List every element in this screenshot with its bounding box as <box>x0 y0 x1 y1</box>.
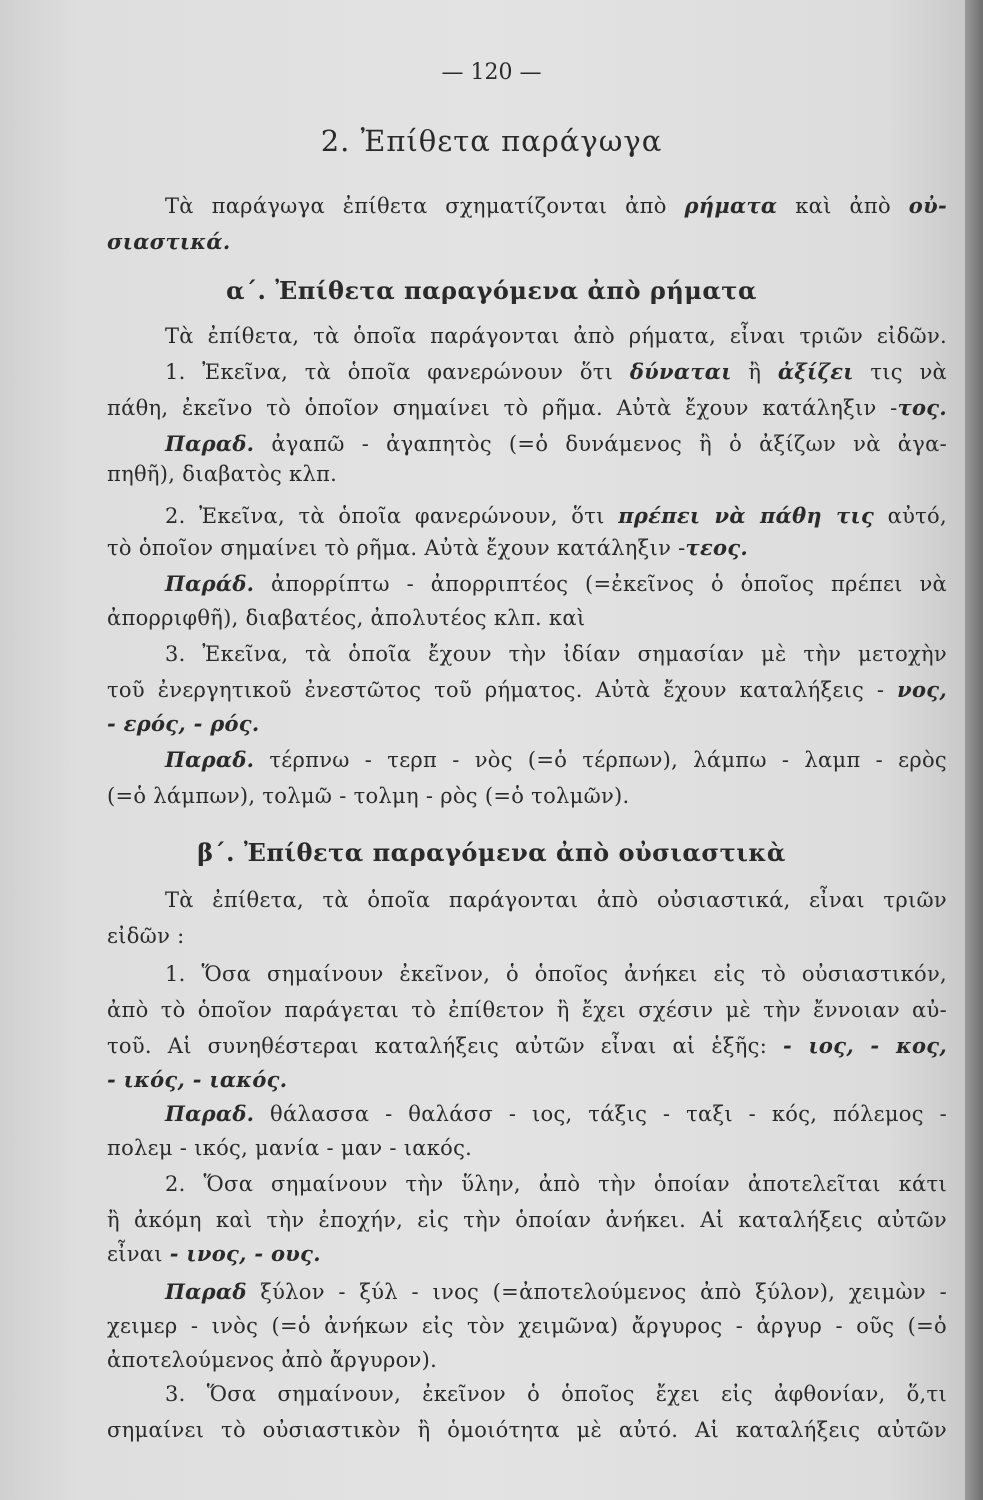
paragraph-line: 1. Ὅσα σημαίνουν ἐκεῖνον, ὁ ὁποῖος ἀνήκει εἰς τὸ οὐσιαστικόν, <box>165 962 947 986</box>
paragraph-line: 2. Ὅσα σημαίνουν τὴν ὕλην, ἀπὸ τὴν ὁποίαν ἀποτελεῖται κάτι <box>165 1172 947 1196</box>
paragraph-line: τοῦ. Αἱ συνηθέστεραι καταλήξεις αὐτῶν εἶναι αἱ ἑξῆς: - ιος, - κος, <box>107 1033 947 1058</box>
paragraph-line: - ικός, - ιακός. <box>107 1067 288 1092</box>
paragraph-line: Παραδ. τέρπνω - τερπ - νὸς (=ὁ τέρπων), λάμπω - λαμπ - ερὸς <box>165 747 947 772</box>
paragraph-line: Τὰ ἐπίθετα, τὰ ὁποῖα παράγονται ἀπὸ ρήματα, εἶναι τριῶν εἰδῶν. <box>165 324 947 348</box>
paragraph-line: ἀποτελούμενος ἀπὸ ἄργυρον). <box>107 1348 438 1372</box>
paragraph-line: σημαίνει τὸ οὐσιαστικὸν ἢ ὁμοιότητα μὲ αὐτό. Αἱ καταλήξεις αὐτῶν <box>107 1418 947 1442</box>
page-number: — 120 — <box>441 60 542 85</box>
section-b-title: β΄. Ἐπίθετα παραγόμενα ἀπὸ οὐσιαστικὰ <box>197 838 786 867</box>
paragraph-line: τὸ ὁποῖον σημαίνει τὸ ρῆμα. Αὐτὰ ἔχουν κατάληξιν -τεος. <box>107 535 749 560</box>
paragraph-line: 2. Ἐκεῖνα, τὰ ὁποῖα φανερώνουν, ὅτι πρέπει νὰ πάθη τις αὐτό, <box>165 503 947 528</box>
paragraph-line: ἀπορριφθῆ), διαβατέος, ἀπολυτέος κλπ. καὶ <box>107 606 586 630</box>
page-edge <box>965 0 983 1500</box>
paragraph-line: 3. Ἐκεῖνα, τὰ ὁποῖα ἔχουν τὴν ἰδίαν σημασίαν μὲ τὴν μετοχὴν <box>165 642 947 666</box>
paragraph-line: 1. Ἐκεῖνα, τὰ ὁποῖα φανερώνουν ὅτι δύναται ἢ ἀξίζει τις νὰ <box>165 359 948 384</box>
paragraph-line: ἀπὸ τὸ ὁποῖον παράγεται τὸ ἐπίθετον ἢ ἔχει σχέσιν μὲ τὴν ἔννοιαν αὐ- <box>107 998 947 1022</box>
paragraph-line: Παράδ. ἀπορρίπτω - ἀπορριπτέος (=ἐκεῖνος ὁ ὁποῖος πρέπει νὰ <box>165 571 947 596</box>
paragraph-line: εἰδῶν : <box>107 924 185 948</box>
paragraph-line: πάθη, ἐκεῖνο τὸ ὁποῖον σημαίνει τὸ ρῆμα. Αὐτὰ ἔχουν κατάληξιν -τος. <box>107 395 947 420</box>
paragraph-line: Παραδ. θάλασσα - θαλάσσ - ιος, τάξις - ταξι - κός, πόλεμος - <box>165 1101 947 1126</box>
intro-line-1: Τὰ παράγωγα ἐπίθετα σχηματίζονται ἀπὸ ρήματα καὶ ἀπὸ οὐ- <box>165 193 947 218</box>
paragraph-line: (=ὁ λάμπων), τολμῶ - τολμη - ρὸς (=ὁ τολμῶν). <box>107 784 630 808</box>
paragraph-line: 3. Ὅσα σημαίνουν, ἐκεῖνον ὁ ὁποῖος ἔχει εἰς ἀφθονίαν, ὅ,τι <box>165 1382 947 1406</box>
paragraph-line: - ερός, - ρός. <box>107 711 260 736</box>
paragraph-line: εἶναι - ινος, - ους. <box>107 1241 321 1266</box>
paragraph-line: τοῦ ἐνεργητικοῦ ἐνεστῶτος τοῦ ρήματος. Αὐτὰ ἔχουν καταλήξεις - νος, <box>107 677 947 702</box>
paragraph-line: χειμερ - ινὸς (=ὁ ἀνήκων εἰς τὸν χειμῶνα) ἄργυρος - ἀργυρ - οῦς (=ὁ <box>107 1314 947 1338</box>
paragraph-line: πηθῆ), διαβατὸς κλπ. <box>107 462 338 486</box>
intro-line-2: σιαστικά. <box>107 229 231 254</box>
paragraph-line: Τὰ ἐπίθετα, τὰ ὁποῖα παράγονται ἀπὸ οὐσιαστικά, εἶναι τριῶν <box>165 888 947 912</box>
chapter-heading: 2. Ἐπίθετα παράγωγα <box>320 124 663 158</box>
paragraph-line: Παραδ ξύλον - ξύλ - ινος (=ἀποτελούμενος ἀπὸ ξύλον), χειμὼν - <box>165 1279 947 1304</box>
paragraph-line: ἢ ἀκόμη καὶ τὴν ἐποχήν, εἰς τὴν ὁποίαν ἀνήκει. Αἱ καταλήξεις αὐτῶν <box>107 1208 947 1232</box>
paragraph-line: πολεμ - ικός, μανία - μαν - ιακός. <box>107 1136 473 1160</box>
paragraph-line: Παραδ. ἀγαπῶ - ἀγαπητὸς (=ὁ δυνάμενος ἢ ὁ ἀξίζων νὰ ἀγα- <box>165 431 947 456</box>
section-a-title: α΄. Ἐπίθετα παραγόμενα ἀπὸ ρήματα <box>226 276 757 305</box>
